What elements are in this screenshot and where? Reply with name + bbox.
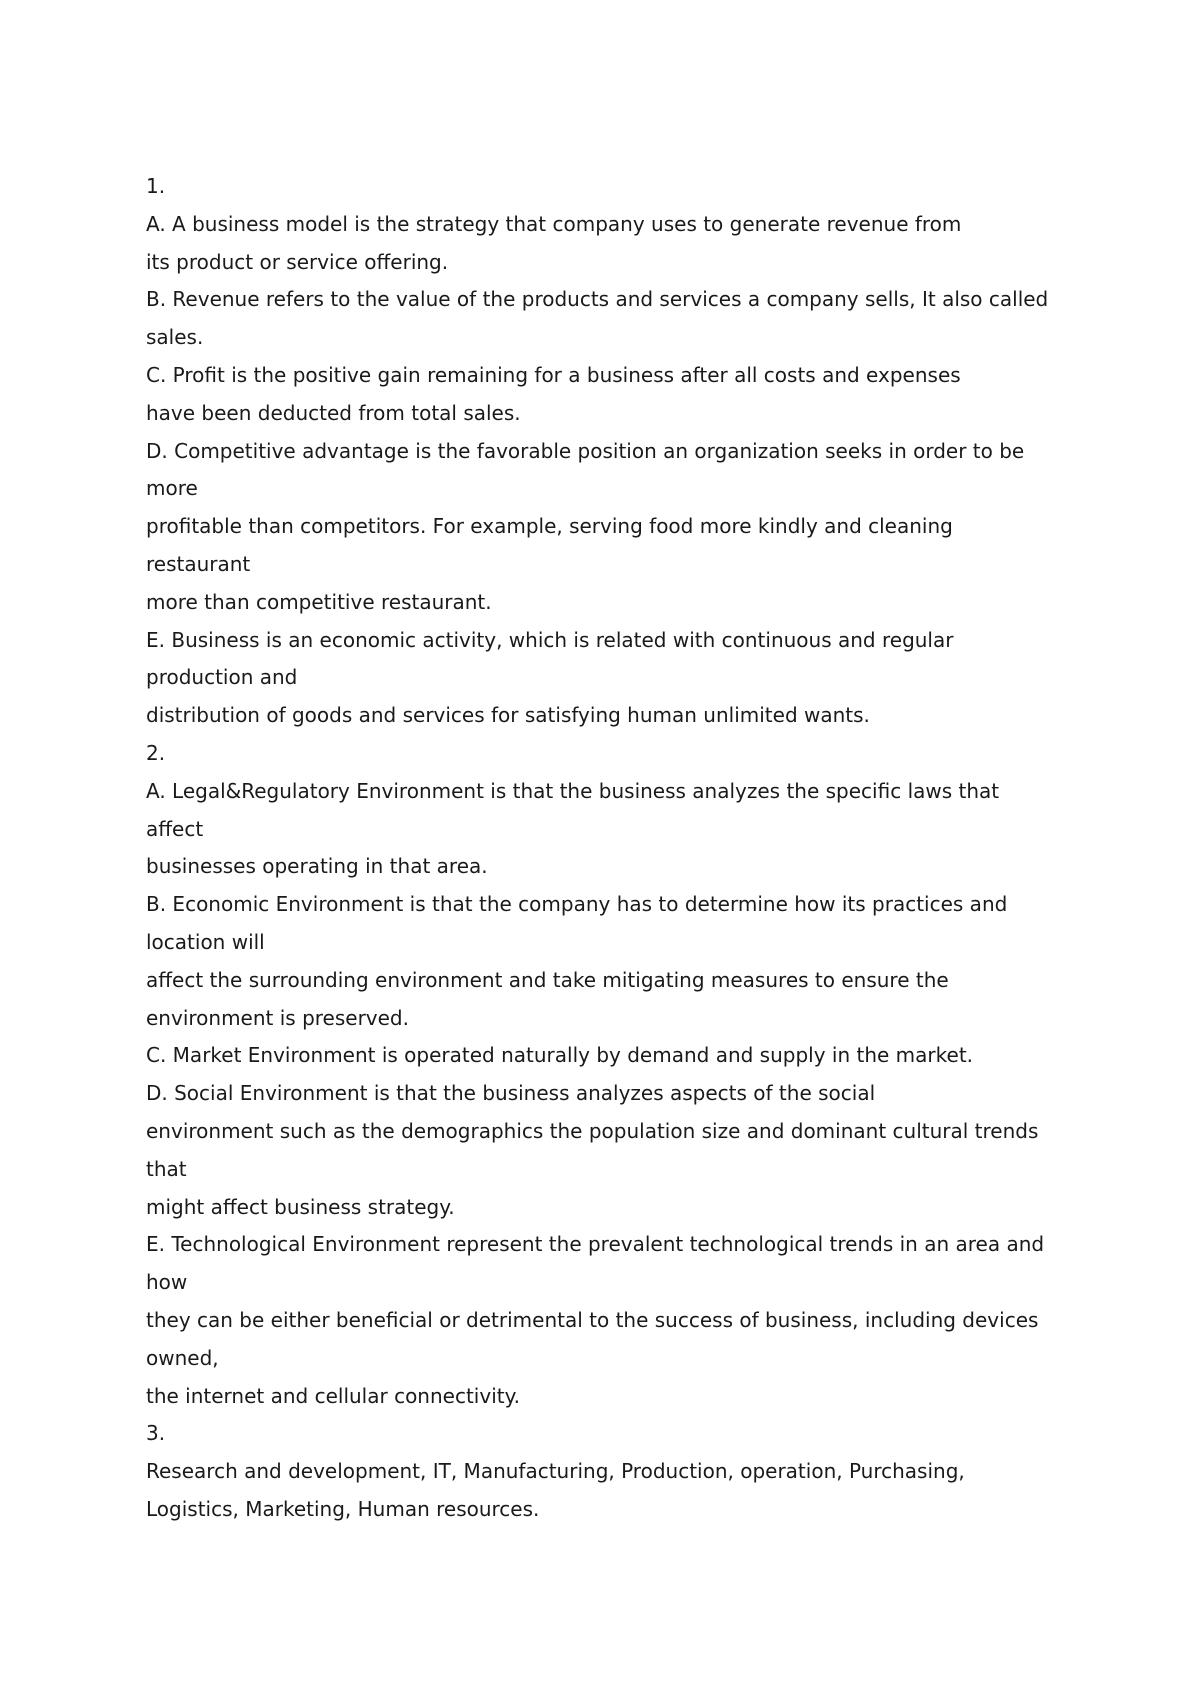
- answer-2b-line-1: B. Economic Environment is that the company has to determine how its practices and: [146, 892, 1008, 917]
- answer-2c-line-1: C. Market Environment is operated naturally by demand and supply in the market.: [146, 1043, 974, 1068]
- answer-2d-line-1: D. Social Environment is that the business analyzes aspects of the social: [146, 1081, 876, 1106]
- answer-3-line-2: Logistics, Marketing, Human resources.: [146, 1496, 540, 1521]
- answer-1d-line-2: more: [146, 476, 198, 501]
- answer-1d-line-3: profitable than competitors. For example, serving food more kindly and cleaning: [146, 514, 953, 539]
- answer-2b-line-4: environment is preserved.: [146, 1005, 409, 1030]
- section-3-number: 3.: [146, 1421, 166, 1446]
- answer-2a-line-2: affect: [146, 816, 204, 841]
- answer-2e-line-1: E. Technological Environment represent the prevalent technological trends in an area and: [146, 1232, 1045, 1257]
- answer-2e-line-2: how: [146, 1270, 188, 1295]
- answer-2a-line-1: A. Legal&Regulatory Environment is that the business analyzes the specific laws that: [146, 778, 1000, 803]
- answer-2b-line-3: affect the surrounding environment and take mitigating measures to ensure the: [146, 967, 949, 992]
- section-2-number: 2.: [146, 740, 166, 765]
- answer-1b-line-2: sales.: [146, 325, 204, 350]
- answer-2e-line-5: the internet and cellular connectivity.: [146, 1383, 520, 1408]
- answer-1a-line-2: its product or service offering.: [146, 249, 449, 274]
- answer-1c-line-2: have been deducted from total sales.: [146, 400, 521, 425]
- answer-1d-line-4: restaurant: [146, 551, 251, 576]
- answer-1c-line-1: C. Profit is the positive gain remaining for a business after all costs and expenses: [146, 362, 961, 387]
- answer-1e-line-2: production and: [146, 665, 298, 690]
- section-1-number: 1.: [146, 174, 166, 198]
- answer-2e-line-4: owned,: [146, 1345, 219, 1370]
- answer-1b-line-1: B. Revenue refers to the value of the products and services a company sells, It also called: [146, 287, 1049, 312]
- answer-2d-line-3: that: [146, 1156, 187, 1181]
- answer-2d-line-2: environment such as the demographics the population size and dominant cultural trends: [146, 1118, 1039, 1143]
- document-body: [146, 168, 1086, 1529]
- answer-1d-line-5: more than competitive restaurant.: [146, 589, 492, 614]
- answer-2e-line-3: they can be either beneficial or detrimental to the success of business, including devices: [146, 1307, 1039, 1332]
- answer-2a-line-3: businesses operating in that area.: [146, 854, 488, 879]
- answer-3-line-1: Research and development, IT, Manufacturing, Production, operation, Purchasing,: [146, 1459, 965, 1484]
- answer-1a-line-1: A. A business model is the strategy that company uses to generate revenue from: [146, 211, 962, 236]
- answer-2d-line-4: might affect business strategy.: [146, 1194, 455, 1219]
- answer-1e-line-1: E. Business is an economic activity, which is related with continuous and regular: [146, 627, 954, 652]
- answer-1d-line-1: D. Competitive advantage is the favorable position an organization seeks in order to be: [146, 438, 1025, 463]
- answer-1e-line-3: distribution of goods and services for satisfying human unlimited wants.: [146, 703, 870, 728]
- answer-2b-line-2: location will: [146, 929, 265, 954]
